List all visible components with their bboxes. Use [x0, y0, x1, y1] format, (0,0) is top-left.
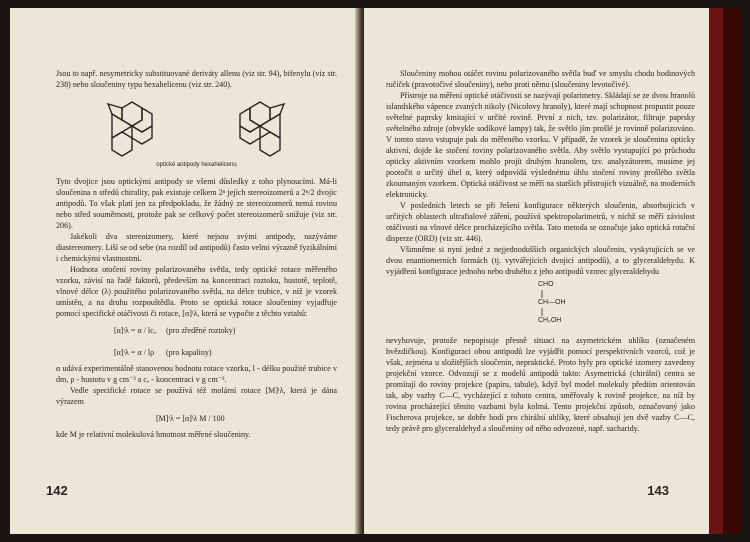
figure-caption: optické antipody hexahelicenu [156, 162, 237, 168]
formula-cho: CHO [538, 281, 554, 288]
page-number-left: 142 [46, 483, 68, 498]
right-para-2: Přístroje na měření optické otáčivosti se nazývají polarimetry. Skládají se ze dvou hranolů islandského vápence zvaných nikoly (Nicolovy hranoly), které mají schopnost propustit pouze světelné paprsky kmitající v určité rovině. První z nich, tzv. polarizátor, filtruje paprsky světelného zdroje (obvykle sodíkové lampy) tak, že světlo jím prošlé je rovinně polarizováno. V tomto stavu vstupuje pak do měřeného vzorku. V případě, že vzorek je sloučenina opticky aktivní, dojde ke stočení roviny polarizovaného světla. Aby světlo vystupující po průchodu opticky aktivním vzorkem mohlo projít druhým hranolem, tzv. analyzátorem, musíme jej pootočit o určitý úhel α, který odpovídá výslednému úhlu stočení roviny prošlého světla zkoumaným vzorkem. Optická otáčivost se měří na starších přístrojích vizuálně, na moderních elektronicky. [386, 91, 695, 199]
equation-2-formula: [α]ᵗλ = α / lρ [114, 347, 155, 357]
formula-ch2oh: CH₂OH [538, 317, 562, 324]
hexahelicene-figure [56, 92, 337, 160]
equation-1-note: (pro zředěné roztoky) [166, 325, 236, 335]
book-cover-edge [709, 8, 723, 534]
left-para-5: α udává experimentálně stanovenou hodnotu rotace vzorku, l - délku použité trubice v dm, ρ - hustotu v g cm⁻³ a cₐ - koncentraci v g cm⁻³. [56, 364, 337, 384]
equation-2-note: (pro kapaliny) [166, 347, 212, 357]
glyceraldehyde-formula [386, 279, 695, 333]
formula-ch-oh: CH—OH [538, 299, 566, 306]
right-page [364, 8, 709, 534]
formula-bonds [386, 279, 686, 333]
equation-2 [56, 341, 337, 363]
equation-3 [56, 407, 337, 429]
left-para-1: Jsou to např. nesymetricky substituované deriváty allenu (viz str. 94), bifenylu (viz str. 238) nebo sloučeniny typu hexahelicenu (viz str. 240). [56, 69, 337, 89]
right-para-1: Sloučeniny mohou otáčet rovinu polarizovaného světla buď ve smyslu chodu hodinových ručiček (pravotočivé sloučeniny), nebo proti němu (sloučeniny levotočivé). [386, 69, 695, 89]
book-gutter [355, 8, 364, 534]
right-para-5: nevyhovuje, protože nepopisuje přesně situaci na asymetrickém uhlíku (označeném hvězdičkou). Konfiguraci obou antipodů lze vyjádřit pomocí perspektivních vzorců, což je však, zejména u složitějších sloučenin, nepraktické. Proto byly pro optické izomery zavedeny projekční vzorce. Odvozují se z modelů antipodů takto: Asymetrická (chirální) centra se promítají do roviny projekce (papíru, tabule), když byl model molekuly předtím orientován tak, aby vazby C—C, vycházející z tohoto centra, směřovaly k rovině projekce, na níž by rovina procházející těmito vazbami byla kolmá. Tento projekční způsob, označovaný jako Fischerova projekce, se dobře hodí pro chirální uhlíky, které obsahují jen dvě vazby C—C, tedy právě pro glyceraldehyd a sloučeniny od něho odvozené, např. sacharidy. [386, 336, 695, 433]
page-number-right: 143 [647, 483, 669, 498]
equation-1 [56, 319, 337, 341]
equation-1-formula: [α]ᵗλ = α / lcₐ [114, 325, 156, 335]
equation-3-formula: [M]ᵗλ = [α]ᵗλ M / 100 [156, 413, 225, 423]
left-para-2: Tyto dvojice jsou optickými antipody se všemi důsledky z toho plynoucími. Má-li sloučenina n středů chirality, pak existuje celkem 2ⁿ jejích stereoizomerů a 2ⁿ/2 dvojic antipodů. To však platí jen za předpokladu, že žádný ze stereoizomerů nemá rovinu nebo střed souměrnosti, protože pak se celkový počet stereoizomerů snižuje (viz str. 206). [56, 177, 337, 230]
book-cover-shadow [723, 8, 741, 534]
left-para-6: Vedle specifické rotace se používá též molární rotace [M]ᵗλ, která je dána výrazem [56, 386, 337, 406]
right-para-3: V posledních letech se při řešení konfigurace některých sloučenin, absorbujících v určitých oblastech ultrafialové záření, používá spektropolarimetrů, v nichž se měří závislost otáčivosti na vlnové délce procházejícího světla. Tato metoda se označuje jako optická rotační disperze (ORD) (viz str. 446). [386, 201, 695, 243]
right-para-4: Všimněme si nyní jedné z nejjednodušších organických sloučenin, vyskytujících se ve dvou enantiomerních formách (tj. vytvářejících dvojicí antipodů), a to glyceraldehydu. K vyjádření konfigurace jednoho nebo druhého z jeho antipodů vzorec glyceraldehydu [386, 245, 695, 276]
left-para-4: Hodnota otočení roviny polarizovaného světla, tedy optické rotace měřeného vzorku, závisí na řadě faktorů, především na koncentraci roztoku, hustotě, teplotě, vlnové délce (λ) použitého polarizovaného světla, na délce trubice, v níž je vzorek umístěn, a na druhu rozpouštědla. Proto se optická rotace sloučeniny vyjadřuje pomocí specifické otáčivosti či rotace, [α]ᵗλ, která se vypočte z těchto vztahů: [56, 265, 337, 318]
hexahelicene-structures [56, 92, 337, 160]
left-page [10, 8, 355, 534]
left-para-3: Jakékoli dva stereoizomery, které nejsou svými antipody, nazýváme diastereomery. Liší se od sebe (na rozdíl od antipodů) často velmi výrazně fyzikálními i chemickými vlastnostmi. [56, 232, 337, 263]
left-para-7: kde M je relativní molekulová hmotnost měřené sloučeniny. [56, 430, 251, 439]
